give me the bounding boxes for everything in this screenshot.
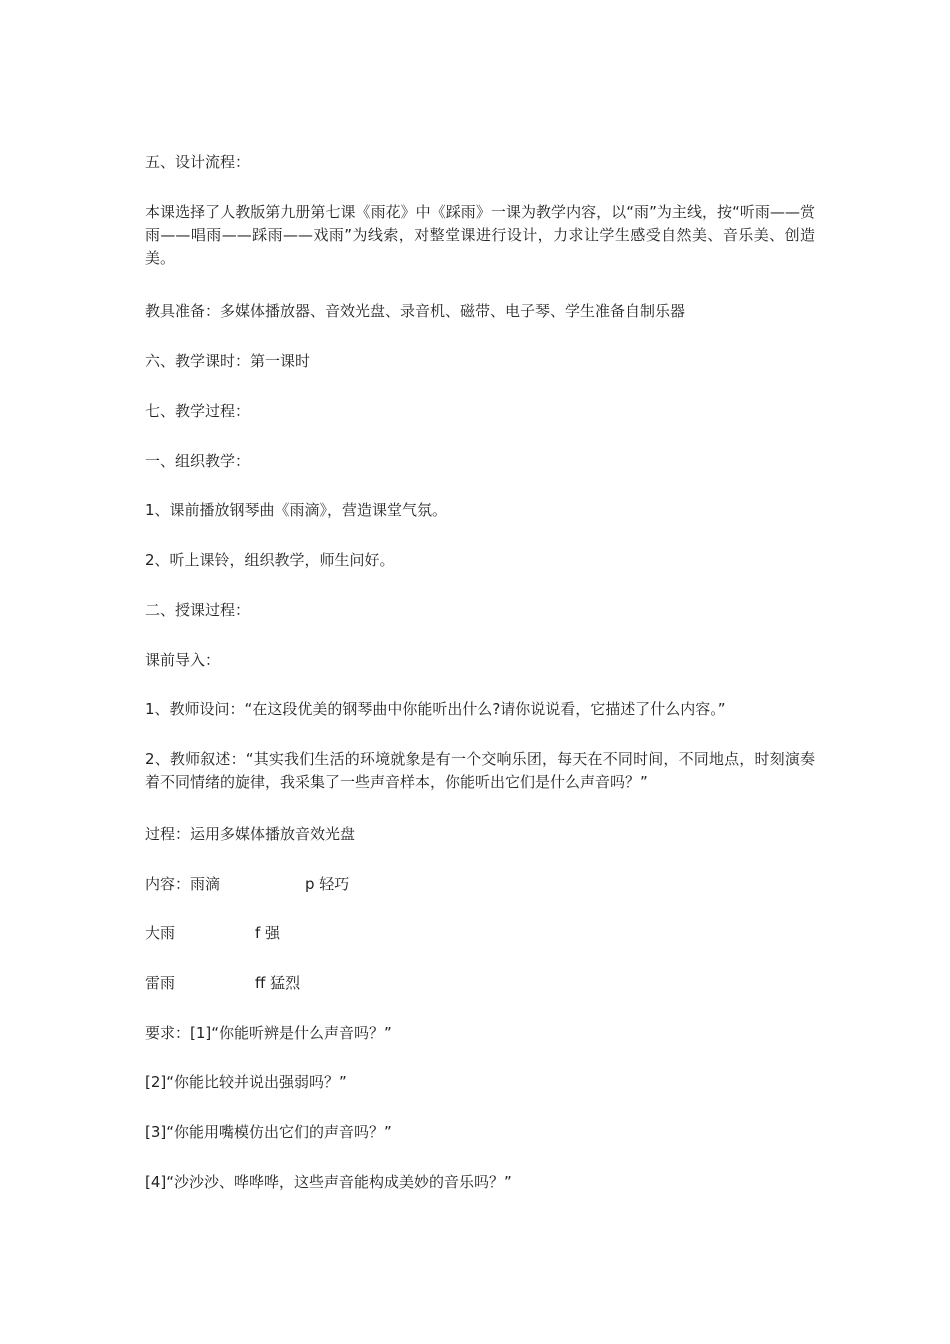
section-6-lesson-hours: 六、教学课时：第一课时 [145, 352, 311, 370]
intro-item-1: 1、教师设问：“在这段优美的钢琴曲中你能听出什么?请你说说看，它描述了什么内容。” [145, 700, 726, 718]
content-row [145, 922, 815, 945]
content-row-dynamic: p 轻巧 [305, 875, 350, 893]
requirement-item: [3]“你能用嘴模仿出它们的声音吗？” [145, 1123, 392, 1141]
section-5-heading: 五、设计流程： [145, 153, 251, 171]
part-1-heading: 一、组织教学： [145, 452, 251, 470]
requirement-item: 要求：[1]“你能听辨是什么声音吗？” [145, 1024, 392, 1042]
content-row-dynamic: f 强 [255, 924, 281, 942]
content-row-dynamic: ff 猛烈 [255, 974, 301, 992]
part-1-item-2: 2、听上课铃，组织教学，师生问好。 [145, 551, 395, 569]
content-row [145, 972, 815, 995]
part-2-heading: 二、授课过程： [145, 601, 251, 619]
content-row-label: 雷雨 [145, 974, 176, 992]
content-row-label: 内容：雨滴 [145, 875, 221, 893]
section-7-heading: 七、教学过程： [145, 402, 251, 420]
design-flow-paragraph: 本课选择了人教版第九册第七课《雨花》中《踩雨》一课为教学内容，以“雨”为主线，按“听雨——赏雨——唱雨——踩雨——戏雨”为线索，对整堂课进行设计，力求让学生感受自然美、音乐美、创造美。 [145, 203, 815, 267]
requirement-item: [2]“你能比较并说出强弱吗？” [145, 1073, 347, 1091]
intro-item-2: 2、教师叙述：“其实我们生活的环境就象是有一个交响乐团，每天在不同时间，不同地点，时刻演奏着不同情绪的旋律，我采集了一些声音样本，你能听出它们是什么声音吗？” [145, 750, 815, 791]
part-1-item-1: 1、课前播放钢琴曲《雨滴》，营造课堂气氛。 [145, 501, 448, 519]
process-line: 过程：运用多媒体播放音效光盘 [145, 825, 356, 843]
content-row [145, 873, 815, 896]
content-row-label: 大雨 [145, 924, 176, 942]
intro-heading: 课前导入： [145, 651, 221, 669]
requirement-item: [4]“沙沙沙、哗哗哗，这些声音能构成美妙的音乐吗？” [145, 1173, 512, 1191]
teaching-tools-line: 教具准备：多媒体播放器、音效光盘、录音机、磁带、电子琴、学生准备自制乐器 [145, 302, 686, 320]
